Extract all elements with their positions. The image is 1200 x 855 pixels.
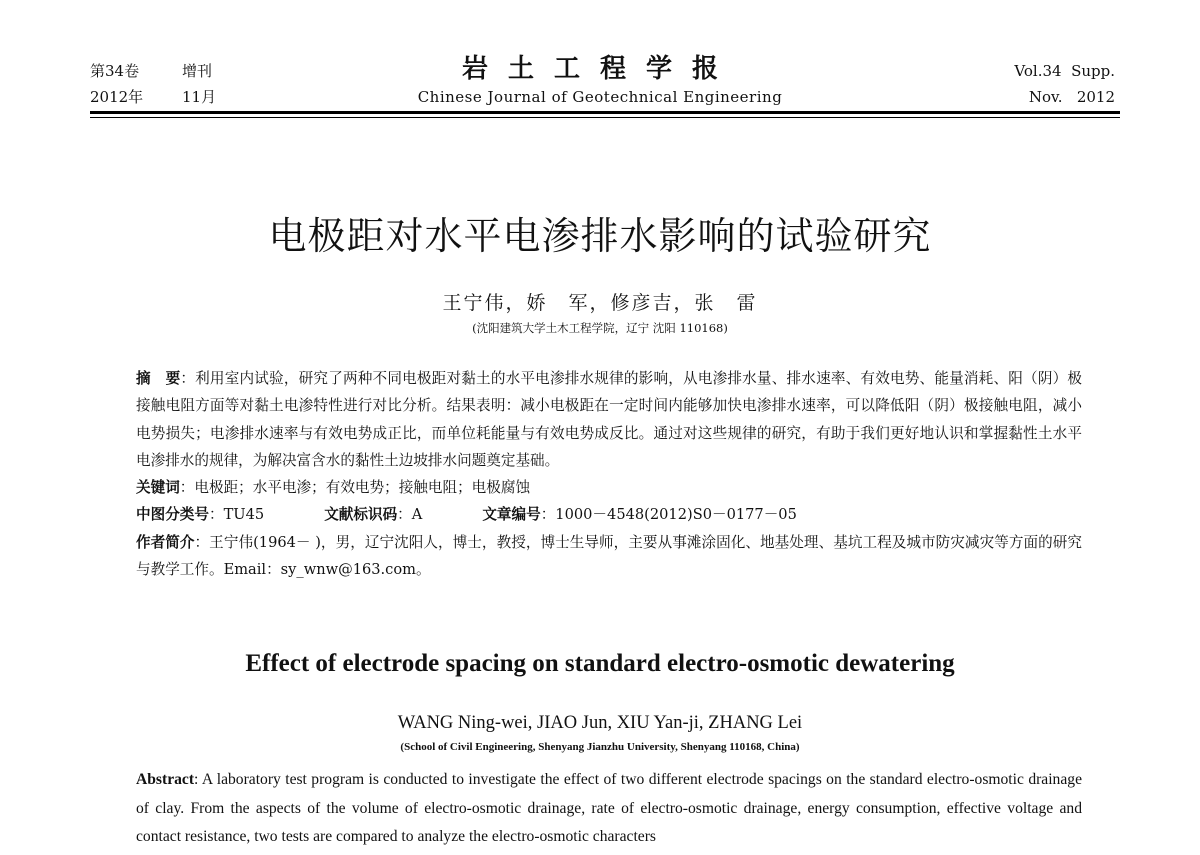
doc-code-value: ：A (397, 506, 423, 524)
document-code (324, 501, 422, 528)
publication-year: 2012年 (90, 88, 144, 106)
affiliation-en: (School of Civil Engineering, Shenyang Jianzhu University, Shenyang 110168, China) (400, 741, 800, 753)
keywords-text-cn: ：电极距；水平电渗；有效电势；接触电阻；电极腐蚀 (179, 479, 531, 497)
issue-type: 增刊 (182, 62, 213, 80)
header-thin-rule (90, 117, 1120, 118)
author-bio-cn (136, 529, 1082, 584)
volume-number: 第34卷 (90, 62, 140, 80)
abstract-cn (136, 365, 1082, 474)
journal-subtitle: Chinese Journal of Geotechnical Engineering (417, 88, 783, 106)
article-no-label: 文章编号 (482, 506, 541, 524)
abstract-text-cn: ：利用室内试验，研究了两种不同电极距对黏土的水平电渗排水规律的影响，从电渗排水量、排水速率、有效电势、能量消耗、阳（阴）极接触电阻方面等对黏土电渗特性进行对比分析。结果表明：减小电极距在一定时间内能够加快电渗排水速率，可以降低阳（阴）极接触电阻，减小电势损失；电渗排水速率与有效电势成正比，而单位耗能量与有效电势成反比。通过对这些规律的研究，有助于我们更好地认识和掌握黏性土水平电渗排水的规律，为解决富含水的黏性土边坡排水问题奠定基础。 (136, 370, 1082, 469)
header-volume-info-en (1014, 58, 1115, 110)
publication-month: 11月 (182, 88, 217, 106)
affiliation-cn: (沈阳建筑大学土木工程学院，辽宁 沈阳 110168) (472, 321, 728, 335)
doc-code-label: 文献标识码 (324, 506, 398, 524)
date-en: Nov. 2012 (1028, 88, 1115, 106)
header-thick-rule (90, 111, 1120, 114)
keywords-cn (136, 474, 1082, 501)
article-no-value: ：1000－4548(2012)S0－0177－05 (540, 506, 797, 524)
author-bio-label: 作者简介 (136, 533, 195, 551)
abstract-block-cn (136, 365, 1082, 583)
author-bio-text: ：王宁伟(1964－ )，男，辽宁沈阳人，博士，教授，博士生导师，主要从事滩涂固化、地基处理、基坑工程及城市防灾减灾等方面的研究与教学工作。Email：sy_wnw@163.com。 (136, 533, 1082, 579)
abstract-text-en: : A laboratory test program is conducted to investigate the effect of two different electrode spacings on the standard electro-osmotic drainage of clay. From the aspects of the volume of electro-osmotic drainage, rate of electro-osmotic drainage, energy consumption, effective voltage and contact resistance, two tests are compared to analyze the electro-osmotic characters (136, 771, 1082, 845)
clc-value: ：TU45 (208, 506, 265, 524)
abstract-label-en: Abstract (136, 771, 195, 788)
authors-cn: 王宁伟，娇 军，修彦吉，张 雷 (442, 292, 758, 314)
classification-row (136, 501, 1082, 528)
volume-en: Vol.34 Supp. (1014, 62, 1115, 80)
clc-label: 中图分类号 (136, 506, 209, 524)
clc-number (136, 501, 264, 528)
journal-title: 岩土工程学报 (461, 54, 738, 84)
abstract-en (136, 766, 1082, 852)
paper-title-en: Effect of electrode spacing on standard electro-osmotic dewatering (245, 650, 955, 677)
authors-en: WANG Ning-wei, JIAO Jun, XIU Yan-ji, ZHANG Lei (397, 713, 803, 733)
article-number (482, 506, 797, 523)
paper-title-cn: 电极距对水平电渗排水影响的试验研究 (268, 214, 932, 258)
keywords-label-cn: 关键词 (136, 479, 180, 497)
abstract-label-cn: 摘 要 (136, 370, 181, 387)
